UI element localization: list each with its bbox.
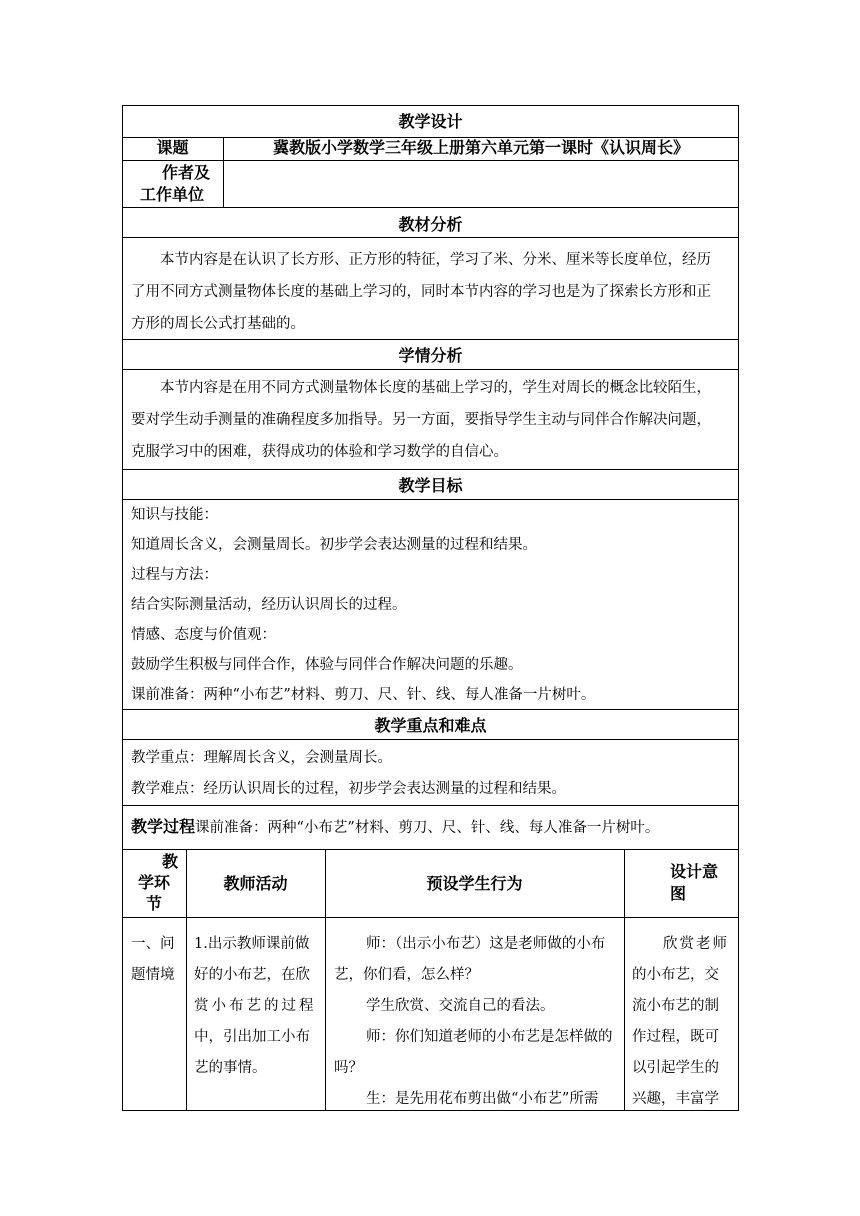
header-student: 预设学生行为 xyxy=(426,874,523,893)
table-rule xyxy=(122,237,739,238)
table-rule-vertical xyxy=(624,849,625,1111)
header-stage: 学环 xyxy=(137,873,170,892)
table-rule xyxy=(122,160,739,161)
row1-student: 师：你们知道老师的小布艺是怎样做的 xyxy=(366,1029,613,1045)
keypoint-line: 教学难点：经历认识周长的过程，初步学会表达测量的过程和结果。 xyxy=(131,781,566,797)
table-rule xyxy=(122,369,739,370)
row1-teacher: 赏小布艺的过程 xyxy=(194,998,317,1014)
table-rule xyxy=(122,739,739,740)
table-rule xyxy=(122,805,739,806)
row1-teacher: 艺的事情。 xyxy=(194,1060,267,1076)
document-title: 教学设计 xyxy=(398,112,463,131)
table-rule xyxy=(122,917,739,918)
author-label: 工作单位 xyxy=(140,185,205,204)
goal-line: 过程与方法： xyxy=(131,567,218,583)
row1-teacher: 好的小布艺，在欣 xyxy=(194,967,310,983)
goal-line: 知识与技能： xyxy=(131,507,218,523)
author-label: 作者及 xyxy=(162,163,211,182)
table-border-bottom xyxy=(122,1110,739,1111)
section-heading-learner: 学情分析 xyxy=(398,346,463,365)
row1-student: 师：（出示小布艺）这是老师做的小布 xyxy=(366,936,606,952)
table-border-right xyxy=(738,105,739,1111)
topic-label: 课题 xyxy=(156,138,189,157)
process-row xyxy=(131,817,659,838)
row1-teacher: 中，引出加工小布 xyxy=(194,1029,310,1045)
row1-intent: 流小布艺的制 xyxy=(632,998,719,1014)
table-border-left xyxy=(122,105,123,1111)
row1-stage: 题情境 xyxy=(131,967,175,983)
goal-line: 知道周长含义，会测量周长。初步学会表达测量的过程和结果。 xyxy=(131,537,537,553)
row1-intent: 的小布艺，交 xyxy=(632,967,719,983)
row1-stage: 一、问 xyxy=(131,936,175,952)
material-line: 了用不同方式测量物体长度的基础上学习的，同时本节内容的学习也是为了探索长方形和正 xyxy=(131,284,711,300)
learner-line: 本节内容是在用不同方式测量物体长度的基础上学习的，学生对周长的概念比较陌生， xyxy=(160,380,711,396)
process-label: 教学过程 xyxy=(131,817,196,836)
table-rule xyxy=(122,207,739,208)
goal-line: 鼓励学生积极与同伴合作，体验与同伴合作解决问题的乐趣。 xyxy=(131,657,523,673)
row1-teacher: 1.出示教师课前做 xyxy=(194,936,310,952)
keypoint-line: 教学重点：理解周长含义，会测量周长。 xyxy=(131,750,392,766)
goal-line: 结合实际测量活动，经历认识周长的过程。 xyxy=(131,597,407,613)
table-border-top xyxy=(122,105,739,106)
header-stage: 教 xyxy=(161,852,178,871)
topic-value: 冀教版小学数学三年级上册第六单元第一课时《认识周长》 xyxy=(272,138,689,157)
material-line: 本节内容是在认识了长方形、正方形的特征，学习了米、分米、厘米等长度单位，经历 xyxy=(160,252,711,268)
row1-intent: 以引起学生的 xyxy=(632,1060,719,1076)
section-heading-goals: 教学目标 xyxy=(398,476,463,495)
row1-intent: 作过程，既可 xyxy=(632,1029,719,1045)
row1-intent: 兴趣，丰富学 xyxy=(632,1091,719,1107)
section-heading-material: 教材分析 xyxy=(398,215,463,234)
table-rule xyxy=(122,469,739,470)
process-note: 课前准备：两种“小布艺”材料、剪刀、尺、针、线、每人准备一片树叶。 xyxy=(195,820,660,836)
goal-line: 课前准备：两种“小布艺”材料、剪刀、尺、针、线、每人准备一片树叶。 xyxy=(131,687,596,703)
section-heading-keypoints: 教学重点和难点 xyxy=(374,716,487,735)
header-intent: 设计意 xyxy=(670,862,719,881)
learner-line: 要对学生动手测量的准确程度多加指导。另一方面，要指导学生主动与同伴合作解决问题， xyxy=(131,412,711,428)
header-intent: 图 xyxy=(670,884,687,903)
row1-intent: 欣赏老师 xyxy=(663,936,729,952)
table-rule xyxy=(122,709,739,710)
header-teacher: 教师活动 xyxy=(223,874,288,893)
material-line: 方形的周长公式打基础的。 xyxy=(131,316,305,332)
row1-student: 吗？ xyxy=(334,1060,363,1076)
table-rule xyxy=(122,499,739,500)
header-stage: 节 xyxy=(145,894,162,913)
goal-line: 情感、态度与价值观： xyxy=(131,627,276,643)
learner-line: 克服学习中的困难，获得成功的体验和学习数学的自信心。 xyxy=(131,444,508,460)
row1-student: 生：是先用花布剪出做“小布艺”所需 xyxy=(366,1091,599,1107)
table-rule xyxy=(122,339,739,340)
row1-student: 艺，你们看，怎么样？ xyxy=(334,967,479,983)
row1-student: 学生欣赏、交流自己的看法。 xyxy=(366,998,555,1014)
table-rule xyxy=(122,849,739,850)
